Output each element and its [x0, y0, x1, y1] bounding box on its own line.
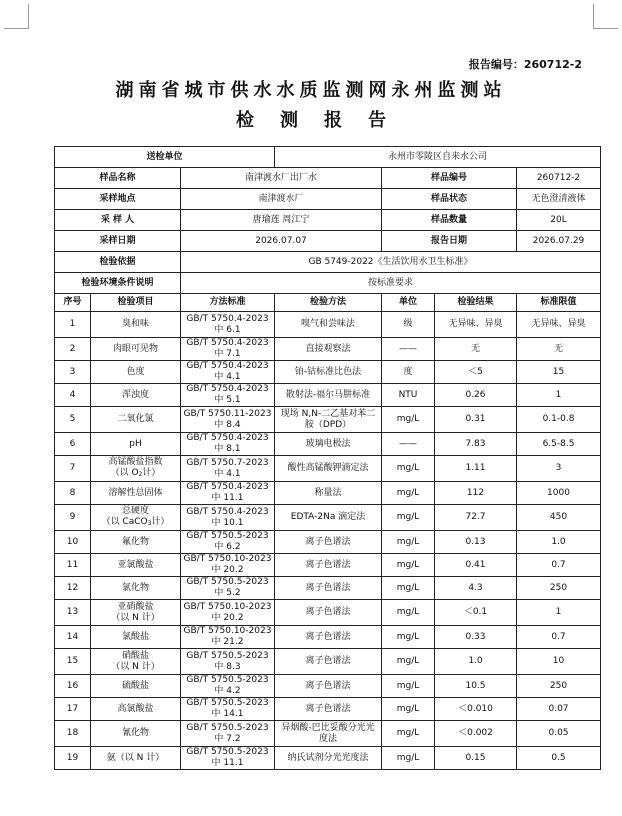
table-row	[55, 698, 601, 721]
row-item-line2	[93, 613, 178, 624]
basis-value: GB 5749-2022《生活饮用水卫生标准》	[181, 252, 601, 273]
row-item: 氟化物	[91, 531, 181, 554]
row-standard: GB/T 5750.10-2023 中 20.2	[181, 554, 275, 577]
row-item: 二氧化氯	[91, 407, 181, 433]
row-no: 4	[55, 384, 91, 407]
header-limit: 标准限值	[517, 294, 601, 312]
row-method: 离子色谱法	[275, 675, 382, 698]
row-unit: mg/L	[382, 600, 435, 626]
row-result: 0.31	[435, 407, 517, 433]
table-row	[55, 626, 601, 649]
row-limit: 0.1-0.8	[517, 407, 601, 433]
row-standard: GB/T 5750.5-2023 中 4.2	[181, 675, 275, 698]
row-unit: mg/L	[382, 649, 435, 675]
sample-no-label: 样品编号	[382, 168, 517, 189]
row-limit: 0.07	[517, 698, 601, 721]
row-no: 16	[55, 675, 91, 698]
row-limit: 无	[517, 338, 601, 361]
row-item: 溶解性总固体	[91, 482, 181, 505]
table-row	[55, 600, 601, 626]
row-item: 亚氯酸盐	[91, 554, 181, 577]
row-unit: mg/L	[382, 721, 435, 747]
row-standard: GB/T 5750.4-2023 中 10.1	[181, 505, 275, 531]
row-standard: GB/T 5750.5-2023 中 8.3	[181, 649, 275, 675]
row-unit: 度	[382, 361, 435, 384]
row-result: 0.15	[435, 747, 517, 770]
row-no: 2	[55, 338, 91, 361]
row-standard: GB/T 5750.4-2023 中 8.1	[181, 433, 275, 456]
row-item: 氯酸盐	[91, 626, 181, 649]
qty-value: 20L	[517, 210, 601, 231]
row-item: 高氯酸盐	[91, 698, 181, 721]
row-item-line2	[93, 517, 178, 529]
sampler-value: 唐瑜莲 周江宁	[181, 210, 382, 231]
row-limit: 1000	[517, 482, 601, 505]
header-item: 检验项目	[91, 294, 181, 312]
row-unit: mg/L	[382, 626, 435, 649]
row-standard: GB/T 5750.4-2023 中 7.1	[181, 338, 275, 361]
sample-name-label: 样品名称	[55, 168, 181, 189]
row-result: 0.41	[435, 554, 517, 577]
row-no: 6	[55, 433, 91, 456]
row-item	[91, 600, 181, 626]
sample-date-value: 2026.07.07	[181, 231, 382, 252]
report-table	[54, 146, 601, 770]
table-row	[55, 456, 601, 482]
row-limit: 1	[517, 600, 601, 626]
sample-date-label: 采样日期	[55, 231, 181, 252]
row-no: 19	[55, 747, 91, 770]
header-no: 序号	[55, 294, 91, 312]
info-row-environment	[55, 273, 601, 294]
row-result: 1.0	[435, 649, 517, 675]
info-row-basis	[55, 252, 601, 273]
row-result: 1.11	[435, 456, 517, 482]
table-row	[55, 675, 601, 698]
row-method: EDTA-2Na 滴定法	[275, 505, 382, 531]
site-label: 采样地点	[55, 189, 181, 210]
row-item-line2-text: （以 O	[110, 468, 139, 478]
row-unit: mg/L	[382, 747, 435, 770]
row-standard: GB/T 5750.5-2023 中 11.1	[181, 747, 275, 770]
row-unit: mg/L	[382, 482, 435, 505]
row-method: 离子色谱法	[275, 577, 382, 600]
info-row-sampler	[55, 210, 601, 231]
row-no: 9	[55, 505, 91, 531]
row-limit: 0.5	[517, 747, 601, 770]
row-result: 10.5	[435, 675, 517, 698]
row-limit: 0.05	[517, 721, 601, 747]
crop-mark-top-right	[593, 4, 618, 29]
row-unit: mg/L	[382, 554, 435, 577]
row-method: 酸性高锰酸钾滴定法	[275, 456, 382, 482]
row-no: 15	[55, 649, 91, 675]
crop-mark-top-left	[4, 4, 29, 29]
row-item-line2	[93, 662, 178, 673]
row-item-line1: 高锰酸盐指数	[108, 457, 163, 467]
table-row	[55, 361, 601, 384]
row-result: 4.3	[435, 577, 517, 600]
row-no: 1	[55, 312, 91, 338]
row-item	[91, 505, 181, 531]
row-limit: 450	[517, 505, 601, 531]
row-no: 10	[55, 531, 91, 554]
results-section	[55, 312, 601, 770]
row-method: 离子色谱法	[275, 649, 382, 675]
row-method: 离子色谱法	[275, 600, 382, 626]
row-item-subscript: 3	[147, 520, 152, 527]
row-standard: GB/T 5750.5-2023 中 6.2	[181, 531, 275, 554]
row-item: 氰化物	[91, 721, 181, 747]
row-unit: mg/L	[382, 407, 435, 433]
row-no: 7	[55, 456, 91, 482]
document-title: 检测报告	[236, 110, 412, 131]
table-row	[55, 338, 601, 361]
row-standard: GB/T 5750.11-2023 中 8.4	[181, 407, 275, 433]
row-limit: 10	[517, 649, 601, 675]
row-no: 14	[55, 626, 91, 649]
row-unit: mg/L	[382, 531, 435, 554]
row-no: 18	[55, 721, 91, 747]
header-method: 检验方法	[275, 294, 382, 312]
row-result: 0.13	[435, 531, 517, 554]
row-standard: GB/T 5750.5-2023 中 14.1	[181, 698, 275, 721]
row-no: 11	[55, 554, 91, 577]
sample-name-value: 南津渡水厂出厂水	[181, 168, 382, 189]
row-item-line2	[93, 468, 178, 480]
row-item: 氯化物	[91, 577, 181, 600]
table-row	[55, 433, 601, 456]
info-row-sample-name	[55, 168, 601, 189]
client-value: 永州市零陵区自来水公司	[275, 147, 601, 168]
row-item: 浑浊度	[91, 384, 181, 407]
header-standard: 方法标准	[181, 294, 275, 312]
row-item: 硫酸盐	[91, 675, 181, 698]
row-item: 氨（以 N 计）	[91, 747, 181, 770]
row-result: 112	[435, 482, 517, 505]
row-item-line1: 硝酸盐	[121, 650, 149, 661]
client-label: 送检单位	[55, 147, 275, 168]
state-label: 样品状态	[382, 189, 517, 210]
row-method: 直接观察法	[275, 338, 382, 361]
report-date-value: 2026.07.29	[517, 231, 601, 252]
row-item: 肉眼可见物	[91, 338, 181, 361]
report-number: 报告编号：260712-2	[468, 58, 582, 71]
table-row	[55, 312, 601, 338]
row-result: 72.7	[435, 505, 517, 531]
row-result: ＜0.002	[435, 721, 517, 747]
row-standard: GB/T 5750.4-2023 中 11.1	[181, 482, 275, 505]
organization-title: 湖南省城市供水水质监测网永州监测站	[115, 80, 507, 101]
row-result: ＜5	[435, 361, 517, 384]
row-unit: mg/L	[382, 675, 435, 698]
row-item-line2-text: （以 N 计）	[111, 612, 160, 623]
row-result: 0.26	[435, 384, 517, 407]
row-result: ＜0.1	[435, 600, 517, 626]
table-row	[55, 531, 601, 554]
row-item-line2-text: （以 N 计）	[111, 661, 160, 672]
row-unit: mg/L	[382, 577, 435, 600]
table-header-row	[55, 294, 601, 312]
info-section	[55, 147, 601, 312]
row-standard: GB/T 5750.5-2023 中 7.2	[181, 721, 275, 747]
report-date-label: 报告日期	[382, 231, 517, 252]
table-row	[55, 407, 601, 433]
row-method: 散射法-福尔马肼标准	[275, 384, 382, 407]
row-unit: mg/L	[382, 505, 435, 531]
table-row	[55, 482, 601, 505]
row-item-subscript: 2	[138, 471, 143, 478]
table-row	[55, 554, 601, 577]
row-item-line2-suffix: 计）	[142, 468, 161, 478]
header-unit: 单位	[382, 294, 435, 312]
row-standard: GB/T 5750.10-2023 中 21.2	[181, 626, 275, 649]
row-item	[91, 456, 181, 482]
row-no: 3	[55, 361, 91, 384]
row-limit: 250	[517, 577, 601, 600]
row-limit: 1	[517, 384, 601, 407]
row-method: 离子色谱法	[275, 554, 382, 577]
row-limit: 6.5-8.5	[517, 433, 601, 456]
row-limit: 15	[517, 361, 601, 384]
row-unit: mg/L	[382, 456, 435, 482]
row-result: 0.33	[435, 626, 517, 649]
row-method: 离子色谱法	[275, 626, 382, 649]
table-row	[55, 577, 601, 600]
row-standard: GB/T 5750.10-2023 中 20.2	[181, 600, 275, 626]
table-row	[55, 747, 601, 770]
row-no: 13	[55, 600, 91, 626]
row-item: pH	[91, 433, 181, 456]
sampler-label: 采 样 人	[55, 210, 181, 231]
row-method: 纳氏试剂分光光度法	[275, 747, 382, 770]
row-unit: NTU	[382, 384, 435, 407]
row-item-line1: 亚硝酸盐	[117, 601, 154, 612]
row-no: 17	[55, 698, 91, 721]
row-method: 铂-钴标准比色法	[275, 361, 382, 384]
info-row-client	[55, 147, 601, 168]
row-method: 玻璃电极法	[275, 433, 382, 456]
row-method: 现场 N,N-二乙基对苯二胺（DPD）	[275, 407, 382, 433]
row-limit: 无异味、异臭	[517, 312, 601, 338]
row-item	[91, 649, 181, 675]
row-item-line2-suffix: 计）	[151, 517, 170, 527]
header-result: 检验结果	[435, 294, 517, 312]
row-no: 5	[55, 407, 91, 433]
row-unit: ——	[382, 338, 435, 361]
state-value: 无色澄清液体	[517, 189, 601, 210]
row-limit: 0.7	[517, 554, 601, 577]
row-standard: GB/T 5750.7-2023 中 4.1	[181, 456, 275, 482]
info-row-dates	[55, 231, 601, 252]
row-method: 嗅气和尝味法	[275, 312, 382, 338]
qty-label: 样品数量	[382, 210, 517, 231]
basis-label: 检验依据	[55, 252, 181, 273]
table-row	[55, 721, 601, 747]
row-method: 离子色谱法	[275, 698, 382, 721]
row-standard: GB/T 5750.5-2023 中 5.2	[181, 577, 275, 600]
site-value: 南津渡水厂	[181, 189, 382, 210]
row-item-line2-text: （以 CaCO	[101, 517, 148, 527]
row-standard: GB/T 5750.4-2023 中 4.1	[181, 361, 275, 384]
row-standard: GB/T 5750.4-2023 中 6.1	[181, 312, 275, 338]
sample-no-value: 260712-2	[517, 168, 601, 189]
row-unit: mg/L	[382, 698, 435, 721]
table-row	[55, 649, 601, 675]
row-method: 称量法	[275, 482, 382, 505]
row-unit: 级	[382, 312, 435, 338]
row-result: 无	[435, 338, 517, 361]
row-limit: 1.0	[517, 531, 601, 554]
row-item: 臭和味	[91, 312, 181, 338]
row-limit: 250	[517, 675, 601, 698]
environment-value: 按标准要求	[181, 273, 601, 294]
table-row	[55, 384, 601, 407]
info-row-site	[55, 189, 601, 210]
row-result: ＜0.010	[435, 698, 517, 721]
row-method: 离子色谱法	[275, 531, 382, 554]
row-item: 色度	[91, 361, 181, 384]
environment-label: 检验环境条件说明	[55, 273, 181, 294]
row-unit: ——	[382, 433, 435, 456]
row-no: 12	[55, 577, 91, 600]
row-no: 8	[55, 482, 91, 505]
row-limit: 0.7	[517, 626, 601, 649]
row-standard: GB/T 5750.4-2023 中 5.1	[181, 384, 275, 407]
row-limit: 3	[517, 456, 601, 482]
row-result: 无异味、异臭	[435, 312, 517, 338]
row-item-line1: 总硬度	[121, 506, 149, 516]
row-method: 异烟酸-巴比妥酸分光光度法	[275, 721, 382, 747]
table-row	[55, 505, 601, 531]
row-result: 7.83	[435, 433, 517, 456]
